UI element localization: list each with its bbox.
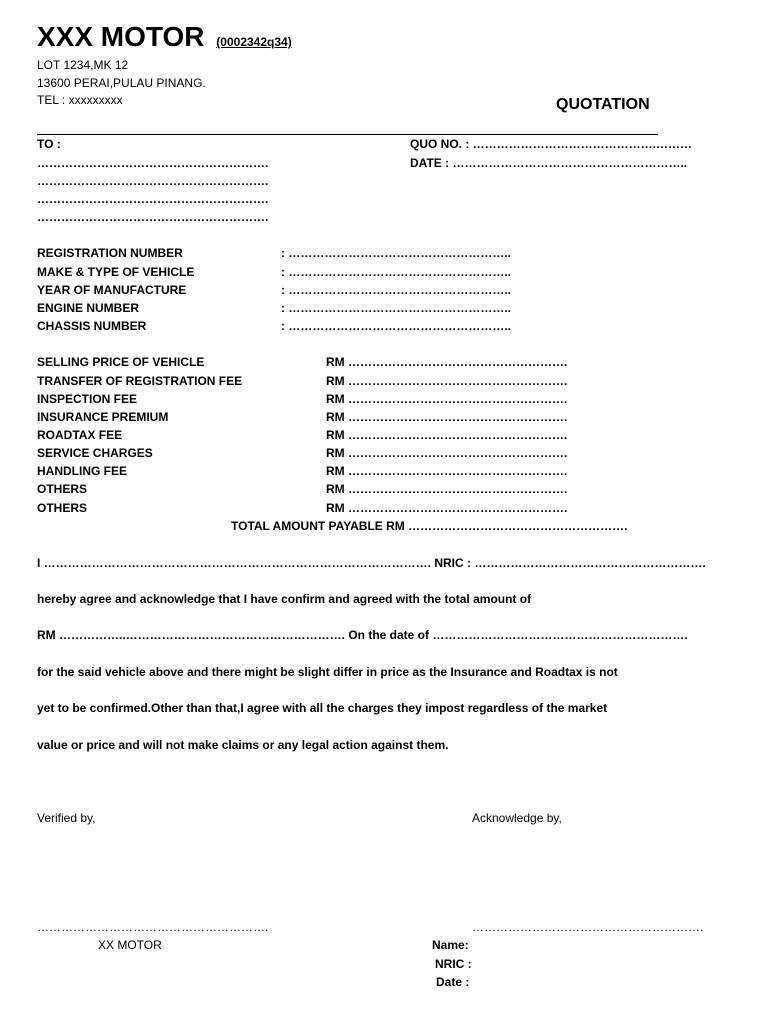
field-value-registration: : ……………………………………………….. <box>281 246 511 260</box>
charge-label-insurance: INSURANCE PREMIUM <box>37 410 169 424</box>
field-label-engine: ENGINE NUMBER <box>37 301 140 315</box>
header-divider <box>37 134 658 135</box>
to-line-3: …………………………………………………. <box>37 192 269 206</box>
charge-label-transfer: TRANSFER OF REGISTRATION FEE <box>37 374 243 388</box>
field-value-year: : ……………………………………………….. <box>281 283 511 297</box>
verified-by-label: Verified by, <box>37 811 96 825</box>
declaration-line-5: yet to be confirmed.Other than that,I agree with all the charges they impost regardless of the market <box>37 701 608 715</box>
field-label-year: YEAR OF MANUFACTURE <box>37 283 187 297</box>
to-line-2: …………………………………………………. <box>37 174 269 188</box>
acknowledge-by-label: Acknowledge by, <box>472 811 562 825</box>
document-title: QUOTATION <box>556 96 650 113</box>
field-value-chassis: : ……………………………………………….. <box>281 319 511 333</box>
address-line-1: LOT 1234,MK 12 <box>37 58 129 72</box>
verifier-company: XX MOTOR <box>98 938 162 952</box>
charge-label-roadtax: ROADTAX FEE <box>37 428 123 442</box>
charge-label-others-2: OTHERS <box>37 501 88 515</box>
charge-value-others-2: RM ………………………………………………. <box>326 501 568 515</box>
declaration-line-6: value or price and will not make claims or any legal action against them. <box>37 738 449 752</box>
charge-value-selling-price: RM ………………………………………………. <box>326 355 568 369</box>
charge-value-others-1: RM ………………………………………………. <box>326 482 568 496</box>
charge-label-service: SERVICE CHARGES <box>37 446 153 460</box>
address-line-2: 13600 PERAI,PULAU PINANG. <box>37 76 206 90</box>
tel-line: TEL : xxxxxxxxx <box>37 93 123 107</box>
company-code: (0002342q34) <box>216 35 292 49</box>
company-name <box>37 20 292 59</box>
field-value-engine: : ……………………………………………….. <box>281 301 511 315</box>
to-line-1: …………………………………………………. <box>37 156 269 170</box>
charge-value-handling: RM ………………………………………………. <box>326 464 568 478</box>
charge-label-selling-price: SELLING PRICE OF VEHICLE <box>37 355 205 369</box>
verified-signature-line: …………………………………………………. <box>37 920 269 934</box>
declaration-line-1: I ……………………………………………………………………………………. NRIC : …………………………………………………. <box>37 556 706 570</box>
declaration-line-3: RM ……………..………………………………………………. On the date of ………………………………………………………. <box>37 628 688 642</box>
field-value-make: : ……………………………………………….. <box>281 265 511 279</box>
acknowledge-signature-line: …………………………………………………. <box>472 920 704 934</box>
declaration-line-4: for the said vehicle above and there might be slight differ in price as the Insurance and Roadtax is not <box>37 665 618 679</box>
declaration-line-2: hereby agree and acknowledge that I have confirm and agreed with the total amount of <box>37 592 532 606</box>
charge-value-service: RM ………………………………………………. <box>326 446 568 460</box>
company-name-text: XXX MOTOR <box>37 21 205 52</box>
acknowledger-name-label: Name: <box>432 938 469 952</box>
field-label-registration: REGISTRATION NUMBER <box>37 246 183 260</box>
acknowledger-nric-label: NRIC : <box>435 957 472 971</box>
field-label-make: MAKE & TYPE OF VEHICLE <box>37 265 195 279</box>
date-field: DATE : ………………………………………………….. <box>410 156 688 170</box>
field-label-chassis: CHASSIS NUMBER <box>37 319 147 333</box>
to-line-4: …………………………………………………. <box>37 210 269 224</box>
total-amount-payable: TOTAL AMOUNT PAYABLE RM ………………………………………………. <box>231 519 628 533</box>
acknowledger-date-label: Date : <box>436 975 470 989</box>
charge-label-handling: HANDLING FEE <box>37 464 127 478</box>
charge-value-transfer: RM ………………………………………………. <box>326 374 568 388</box>
charge-label-inspection: INSPECTION FEE <box>37 392 138 406</box>
charge-value-roadtax: RM ………………………………………………. <box>326 428 568 442</box>
charge-value-insurance: RM ………………………………………………. <box>326 410 568 424</box>
to-label: TO : <box>37 137 61 151</box>
charge-value-inspection: RM ………………………………………………. <box>326 392 568 406</box>
charge-label-others-1: OTHERS <box>37 482 88 496</box>
quo-no-field: QUO NO. : ……………………………………….……… <box>410 137 692 151</box>
